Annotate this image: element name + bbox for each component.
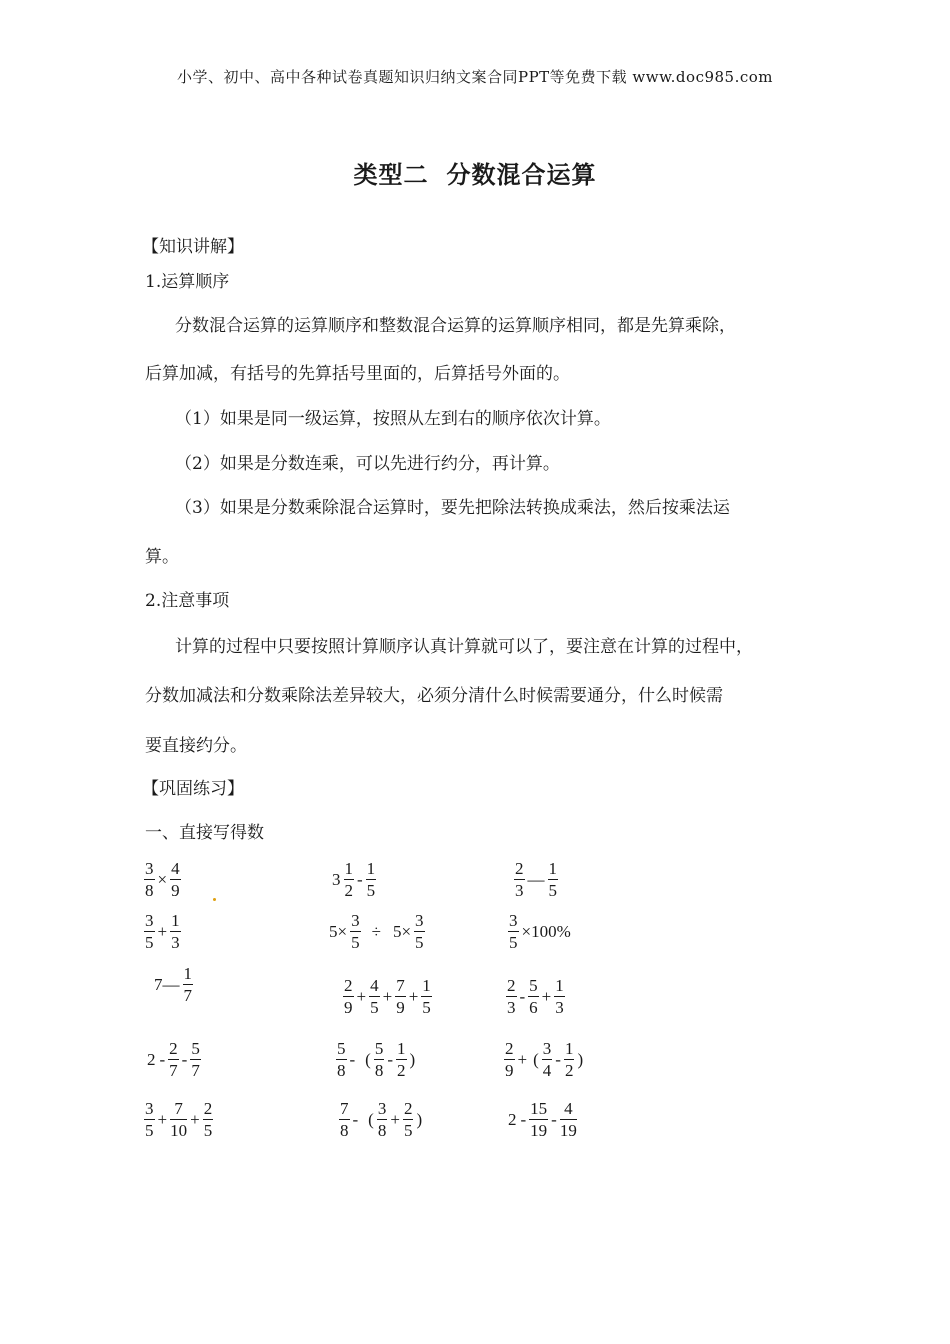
- denominator: 9: [344, 998, 353, 1017]
- denominator: 8: [340, 1121, 349, 1140]
- exercise-heading: 一、直接写得数: [145, 823, 264, 843]
- exercise-13: [143, 1100, 214, 1139]
- denominator: 5: [403, 1121, 413, 1140]
- fraction: [377, 1100, 388, 1139]
- math-symbol: -: [387, 1049, 394, 1069]
- exercise-4: [143, 912, 182, 951]
- fraction: [564, 1040, 575, 1079]
- denominator: 9: [505, 1061, 514, 1080]
- numerator: 3: [145, 859, 154, 878]
- denominator: 7: [169, 1061, 178, 1080]
- numerator: 4: [560, 1100, 577, 1120]
- fraction: [343, 977, 354, 1016]
- denominator: 8: [377, 1121, 387, 1140]
- denominator: 3: [171, 933, 180, 952]
- numerator: 2: [403, 1099, 413, 1118]
- fraction: [350, 912, 361, 951]
- denominator: 5: [415, 933, 424, 952]
- fraction: [374, 1040, 385, 1079]
- numerator: 3: [145, 911, 154, 930]
- fraction: [508, 912, 519, 951]
- math-symbol: ×: [157, 869, 168, 889]
- exercise-9: [505, 977, 566, 1016]
- numerator: 7: [396, 976, 405, 995]
- fraction: [395, 977, 406, 1016]
- math-symbol: ×100%: [521, 921, 571, 941]
- numerator: 3: [542, 1039, 552, 1058]
- exercise-5: [327, 912, 426, 951]
- fraction: [183, 965, 194, 1004]
- math-symbol: -: [159, 1049, 166, 1069]
- fraction: [548, 860, 559, 899]
- denominator: 8: [145, 881, 154, 900]
- math-symbol: ): [577, 1049, 584, 1069]
- numerator: 5: [191, 1039, 200, 1058]
- denominator: 5: [548, 881, 557, 900]
- fraction: [528, 977, 539, 1016]
- numerator: 1: [344, 859, 353, 878]
- fraction: [504, 1040, 515, 1079]
- exercise-14: [338, 1100, 424, 1139]
- denominator: 2: [564, 1061, 574, 1080]
- math-symbol: (: [533, 1049, 539, 1069]
- fraction: [339, 1100, 350, 1139]
- numerator: 7: [170, 1100, 187, 1120]
- exercise-2: [330, 860, 377, 899]
- numerator: 3: [145, 1099, 154, 1118]
- title-topic: 分数混合运算: [446, 161, 597, 189]
- math-symbol: -: [551, 1109, 557, 1129]
- denominator: 10: [170, 1121, 188, 1140]
- numerator: 5: [374, 1039, 384, 1058]
- math-symbol: +: [382, 986, 393, 1006]
- section-2-heading: 2.注意事项: [145, 591, 230, 611]
- denominator: 4: [542, 1061, 552, 1080]
- math-symbol: -: [352, 1109, 359, 1129]
- math-symbol: +: [408, 986, 419, 1006]
- fraction: [336, 1040, 347, 1079]
- fraction: [170, 912, 181, 951]
- title-type: 类型二: [353, 161, 429, 189]
- numerator: 3: [377, 1099, 387, 1118]
- rule-item-1: （1）如果是同一级运算，按照从左到右的顺序依次计算。: [175, 409, 611, 429]
- numerator: 2: [169, 1039, 178, 1058]
- math-symbol: (: [365, 1049, 371, 1069]
- denominator: 8: [374, 1061, 384, 1080]
- denominator: 5: [203, 1121, 213, 1140]
- math-symbol: 2: [147, 1049, 156, 1069]
- exercise-11: [335, 1040, 417, 1079]
- fraction: [529, 1100, 548, 1139]
- denominator: 3: [507, 998, 516, 1017]
- fraction: [514, 860, 525, 899]
- numerator: 3: [351, 911, 360, 930]
- denominator: 9: [396, 998, 405, 1017]
- exercise-6: [507, 912, 573, 951]
- denominator: 8: [337, 1061, 346, 1080]
- denominator: 5: [370, 998, 379, 1017]
- denominator: 5: [145, 933, 154, 952]
- denominator: 5: [422, 998, 431, 1017]
- fraction: [506, 977, 517, 1016]
- fraction: [414, 912, 425, 951]
- denominator: 19: [530, 1121, 548, 1140]
- math-symbol: -: [555, 1049, 561, 1069]
- numerator: 1: [366, 859, 376, 878]
- math-symbol: 7—: [154, 974, 180, 994]
- fraction: [344, 860, 355, 899]
- fraction: [144, 860, 155, 899]
- math-symbol: —: [527, 869, 545, 889]
- numerator: 1: [564, 1039, 574, 1058]
- paragraph-2-line-2: 分数加减法和分数乘除法差异较大，必须分清什么时候需要通分，什么时候需: [145, 686, 723, 706]
- numerator: 15: [530, 1099, 548, 1118]
- fraction: [170, 860, 181, 899]
- fraction: [190, 1040, 201, 1079]
- numerator: 5: [529, 976, 538, 995]
- numerator: 5: [337, 1039, 346, 1058]
- math-symbol: -: [519, 986, 526, 1006]
- denominator: 7: [191, 1061, 200, 1080]
- exercise-12: [503, 1040, 585, 1079]
- fraction: [554, 977, 565, 1016]
- fraction: [144, 1100, 155, 1139]
- denominator: 5: [351, 933, 360, 952]
- denominator: 2: [397, 1061, 406, 1080]
- page-header: 小学、初中、高中各种试卷真题知识归纳文案合同PPT等免费下载 www.doc985.com: [176, 68, 774, 86]
- denominator: 7: [183, 986, 192, 1005]
- fraction: [542, 1040, 553, 1079]
- denominator: 5: [366, 881, 376, 900]
- math-symbol: +: [157, 1109, 168, 1129]
- numerator: 1: [183, 964, 192, 983]
- page-title: [0, 155, 950, 190]
- numerator: 2: [505, 1039, 514, 1058]
- stray-mark: [213, 898, 216, 901]
- paragraph-2-line-1: 计算的过程中只要按照计算顺序认真计算就可以了，要注意在计算的过程中，: [175, 637, 753, 657]
- denominator: 5: [509, 933, 518, 952]
- math-symbol: -: [520, 1109, 527, 1129]
- math-symbol: (: [368, 1109, 374, 1129]
- numerator: 7: [340, 1099, 349, 1118]
- math-symbol: ÷: [371, 921, 381, 941]
- math-symbol: 5×: [329, 921, 348, 941]
- numerator: 2: [507, 976, 516, 995]
- numerator: 2: [203, 1099, 213, 1118]
- fraction: [170, 1100, 187, 1139]
- fraction: [369, 977, 380, 1016]
- exercise-10: [145, 1040, 202, 1079]
- exercise-15: [506, 1100, 578, 1139]
- numerator: 1: [397, 1039, 406, 1058]
- exercise-7: [152, 965, 194, 1004]
- denominator: 6: [529, 998, 538, 1017]
- math-symbol: -: [357, 869, 363, 889]
- math-symbol: ): [416, 1109, 423, 1129]
- math-symbol: +: [356, 986, 367, 1006]
- math-symbol: 3: [332, 869, 341, 889]
- paragraph-1-line-1: 分数混合运算的运算顺序和整数混合运算的运算顺序相同，都是先算乘除，: [175, 316, 736, 336]
- math-symbol: 5×: [392, 921, 412, 941]
- numerator: 1: [171, 911, 180, 930]
- numerator: 1: [548, 859, 557, 878]
- denominator: 3: [515, 881, 524, 900]
- exercise-1: [143, 860, 182, 899]
- fraction: [560, 1100, 577, 1139]
- knowledge-heading: 【知识讲解】: [142, 237, 244, 257]
- paragraph-2-line-3: 要直接约分。: [145, 736, 247, 756]
- numerator: 2: [515, 859, 524, 878]
- fraction: [396, 1040, 407, 1079]
- exercise-8: [342, 977, 433, 1016]
- numerator: 3: [509, 911, 518, 930]
- numerator: 4: [171, 859, 180, 878]
- exercise-3: [513, 860, 559, 899]
- math-symbol: +: [517, 1049, 528, 1069]
- denominator: 2: [344, 881, 353, 900]
- numerator: 1: [422, 976, 431, 995]
- denominator: 9: [171, 881, 180, 900]
- math-symbol: -: [181, 1049, 188, 1069]
- math-symbol: +: [190, 1109, 200, 1129]
- rule-item-2: （2）如果是分数连乘，可以先进行约分，再计算。: [175, 454, 560, 474]
- fraction: [168, 1040, 179, 1079]
- fraction: [366, 860, 377, 899]
- rule-item-3-line-2: 算。: [145, 547, 179, 567]
- math-symbol: +: [541, 986, 552, 1006]
- fraction: [203, 1100, 214, 1139]
- practice-heading: 【巩固练习】: [142, 779, 244, 799]
- math-symbol: 2: [508, 1109, 517, 1129]
- numerator: 1: [555, 976, 564, 995]
- paragraph-1-line-2: 后算加减，有括号的先算括号里面的，后算括号外面的。: [145, 364, 570, 384]
- denominator: 19: [559, 1121, 577, 1140]
- math-symbol: ): [409, 1049, 416, 1069]
- section-1-heading: 1.运算顺序: [145, 272, 230, 292]
- numerator: 2: [344, 976, 353, 995]
- math-symbol: -: [349, 1049, 356, 1069]
- numerator: 3: [415, 911, 424, 930]
- rule-item-3-line-1: （3）如果是分数乘除混合运算时，要先把除法转换成乘法，然后按乘法运: [175, 498, 730, 518]
- math-symbol: +: [390, 1109, 400, 1129]
- denominator: 3: [555, 998, 564, 1017]
- fraction: [144, 912, 155, 951]
- math-symbol: +: [157, 921, 168, 941]
- fraction: [421, 977, 432, 1016]
- denominator: 5: [145, 1121, 154, 1140]
- fraction: [403, 1100, 414, 1139]
- numerator: 4: [370, 976, 379, 995]
